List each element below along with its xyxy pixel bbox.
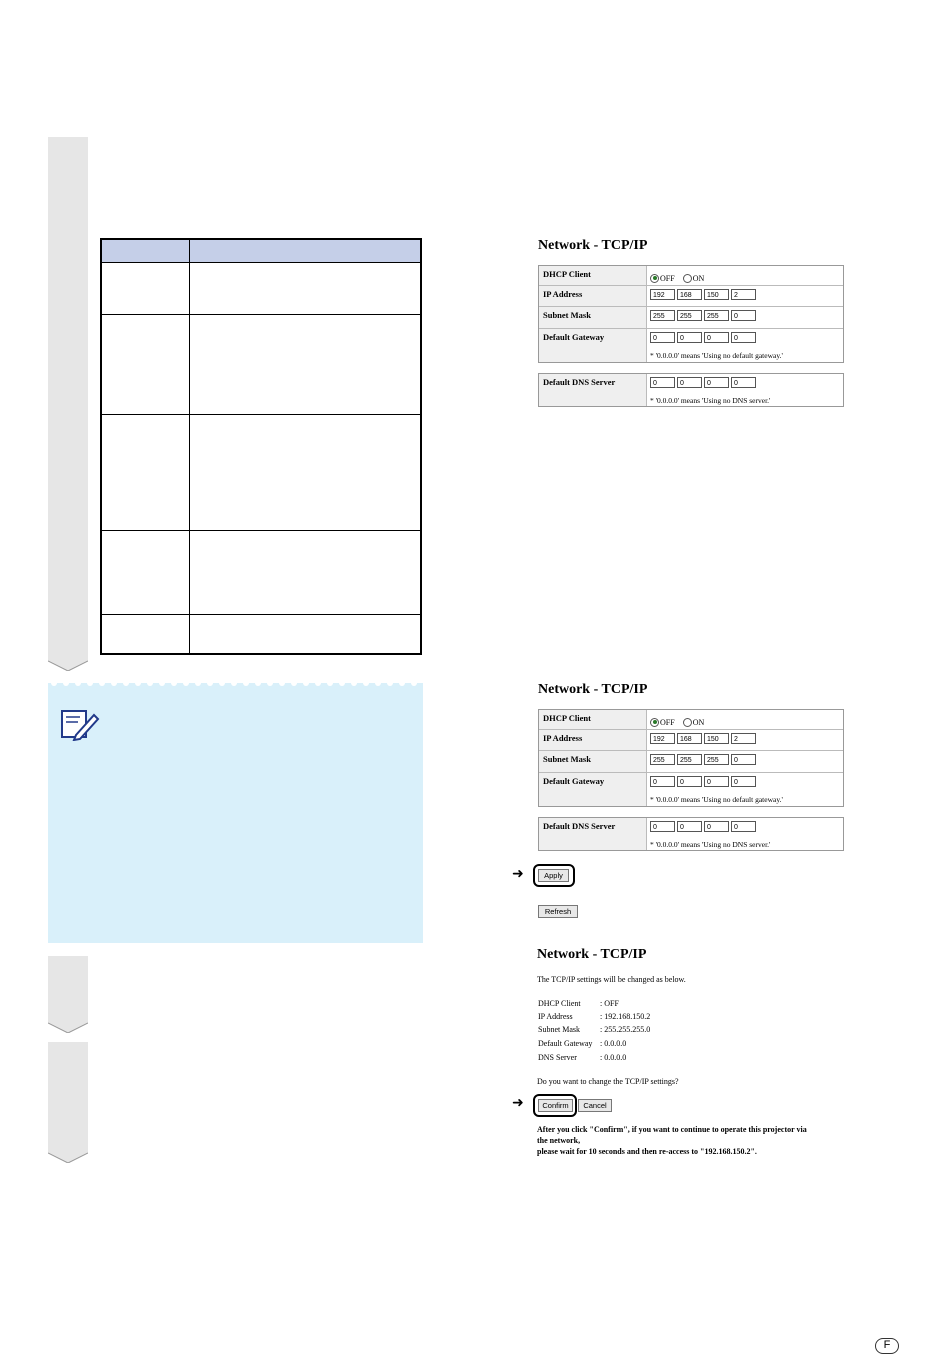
mask-row bbox=[539, 751, 843, 773]
gw-octet-1[interactable]: 0 bbox=[650, 332, 675, 343]
confirm-title: Network - TCP/IP bbox=[537, 947, 647, 962]
dns-octet-4[interactable]: 0 bbox=[731, 377, 756, 388]
step-tab-tip bbox=[48, 1019, 88, 1033]
mask-octet-4[interactable]: 0 bbox=[731, 310, 756, 321]
ip-label: IP Address bbox=[539, 286, 647, 306]
dns-octet-1[interactable]: 0 bbox=[650, 377, 675, 388]
mask-octet-3[interactable]: 255 bbox=[704, 310, 729, 321]
gateway-note: * '0.0.0.0' means 'Using no default gateway.' bbox=[650, 795, 783, 804]
table-row-divider bbox=[102, 614, 420, 615]
dns-settings-table bbox=[538, 817, 844, 851]
dhcp-label: DHCP Client bbox=[539, 710, 647, 729]
step-tab-3 bbox=[48, 1042, 88, 1149]
mask-label: Subnet Mask bbox=[539, 307, 647, 328]
form-title: Network - TCP/IP bbox=[538, 238, 648, 253]
pencil-note-icon bbox=[60, 705, 100, 741]
gw-octet-2[interactable]: 0 bbox=[677, 332, 702, 343]
dns-settings-table bbox=[538, 373, 844, 407]
ip-octet-3[interactable]: 150 bbox=[704, 733, 729, 744]
settings-table bbox=[100, 238, 422, 655]
mask-octet-1[interactable]: 255 bbox=[650, 310, 675, 321]
tcpip-settings-table bbox=[538, 265, 844, 363]
gateway-label: Default Gateway bbox=[539, 329, 647, 362]
table-header bbox=[102, 240, 420, 263]
dhcp-off-label: OFF bbox=[660, 273, 675, 283]
dns-note: * '0.0.0.0' means 'Using no DNS server.' bbox=[650, 396, 771, 405]
dhcp-row bbox=[539, 710, 843, 730]
dns-octet-4[interactable]: 0 bbox=[731, 821, 756, 832]
gateway-note: * '0.0.0.0' means 'Using no default gateway.' bbox=[650, 351, 783, 360]
gw-octet-1[interactable]: 0 bbox=[650, 776, 675, 787]
confirm-warning-line-1: After you click "Confirm", if you want to continue to operate this projector via bbox=[537, 1125, 807, 1134]
mask-octet-2[interactable]: 255 bbox=[677, 754, 702, 765]
confirm-warning-line-2: the network, bbox=[537, 1136, 581, 1145]
table-column-divider bbox=[189, 240, 190, 653]
refresh-button[interactable]: Refresh bbox=[538, 905, 578, 918]
note-box bbox=[48, 683, 423, 943]
confirm-intro: The TCP/IP settings will be changed as below. bbox=[537, 975, 686, 984]
mask-octet-4[interactable]: 0 bbox=[731, 754, 756, 765]
step-tab-tip bbox=[48, 657, 88, 671]
pointer-arrow-icon: ➜ bbox=[512, 867, 524, 882]
ip-octet-1[interactable]: 192 bbox=[650, 289, 675, 300]
note-scallop-edge bbox=[48, 683, 423, 691]
gateway-row bbox=[539, 329, 843, 362]
mask-row bbox=[539, 307, 843, 329]
gateway-row bbox=[539, 773, 843, 806]
table-row-divider bbox=[102, 314, 420, 315]
confirm-warning-line-3: please wait for 10 seconds and then re-access to "192.168.150.2". bbox=[537, 1147, 757, 1156]
dns-octet-2[interactable]: 0 bbox=[677, 377, 702, 388]
gw-octet-3[interactable]: 0 bbox=[704, 776, 729, 787]
dhcp-row bbox=[539, 266, 843, 286]
dhcp-off-radio[interactable] bbox=[650, 718, 659, 727]
dhcp-off-label: OFF bbox=[660, 717, 675, 727]
mask-octet-3[interactable]: 255 bbox=[704, 754, 729, 765]
ip-octet-4[interactable]: 2 bbox=[731, 733, 756, 744]
cancel-button[interactable]: Cancel bbox=[578, 1099, 612, 1112]
gw-octet-3[interactable]: 0 bbox=[704, 332, 729, 343]
summary-row: Default Gateway : 0.0.0.0 bbox=[538, 1039, 627, 1048]
step-tab-1 bbox=[48, 137, 88, 657]
dhcp-on-label: ON bbox=[692, 273, 705, 283]
gateway-label: Default Gateway bbox=[539, 773, 647, 806]
step-tab-2 bbox=[48, 956, 88, 1019]
table-row-divider bbox=[102, 414, 420, 415]
dhcp-off-radio[interactable] bbox=[650, 274, 659, 283]
mask-octet-2[interactable]: 255 bbox=[677, 310, 702, 321]
ip-octet-1[interactable]: 192 bbox=[650, 733, 675, 744]
dns-row bbox=[539, 818, 843, 850]
confirm-question: Do you want to change the TCP/IP settings? bbox=[537, 1077, 679, 1086]
ip-octet-4[interactable]: 2 bbox=[731, 289, 756, 300]
ip-label: IP Address bbox=[539, 730, 647, 750]
gw-octet-4[interactable]: 0 bbox=[731, 332, 756, 343]
dns-octet-2[interactable]: 0 bbox=[677, 821, 702, 832]
ip-octet-2[interactable]: 168 bbox=[677, 733, 702, 744]
ip-row bbox=[539, 730, 843, 751]
dhcp-label: DHCP Client bbox=[539, 266, 647, 285]
mask-octet-1[interactable]: 255 bbox=[650, 754, 675, 765]
dns-octet-3[interactable]: 0 bbox=[704, 377, 729, 388]
gw-octet-4[interactable]: 0 bbox=[731, 776, 756, 787]
tcpip-settings-table bbox=[538, 709, 844, 807]
summary-row: IP Address : 192.168.150.2 bbox=[538, 1012, 651, 1021]
table-row-divider bbox=[102, 530, 420, 531]
apply-button[interactable]: Apply bbox=[538, 869, 569, 882]
step-tab-tip bbox=[48, 1149, 88, 1163]
dns-row bbox=[539, 374, 843, 406]
form-title: Network - TCP/IP bbox=[538, 682, 648, 697]
gw-octet-2[interactable]: 0 bbox=[677, 776, 702, 787]
dhcp-on-radio[interactable] bbox=[683, 718, 692, 727]
ip-octet-2[interactable]: 168 bbox=[677, 289, 702, 300]
mask-label: Subnet Mask bbox=[539, 751, 647, 772]
dns-octet-3[interactable]: 0 bbox=[704, 821, 729, 832]
dns-label: Default DNS Server bbox=[539, 374, 647, 406]
pointer-arrow-icon: ➜ bbox=[512, 1096, 524, 1111]
page-language-badge: F bbox=[875, 1338, 899, 1354]
ip-octet-3[interactable]: 150 bbox=[704, 289, 729, 300]
summary-row: DHCP Client : OFF bbox=[538, 999, 619, 1008]
summary-row: DNS Server : 0.0.0.0 bbox=[538, 1053, 627, 1062]
dhcp-on-radio[interactable] bbox=[683, 274, 692, 283]
confirm-button[interactable]: Confirm bbox=[538, 1099, 573, 1112]
ip-row bbox=[539, 286, 843, 307]
summary-row: Subnet Mask : 255.255.255.0 bbox=[538, 1025, 651, 1034]
dns-label: Default DNS Server bbox=[539, 818, 647, 850]
dhcp-on-label: ON bbox=[692, 717, 705, 727]
dns-octet-1[interactable]: 0 bbox=[650, 821, 675, 832]
dns-note: * '0.0.0.0' means 'Using no DNS server.' bbox=[650, 840, 771, 849]
